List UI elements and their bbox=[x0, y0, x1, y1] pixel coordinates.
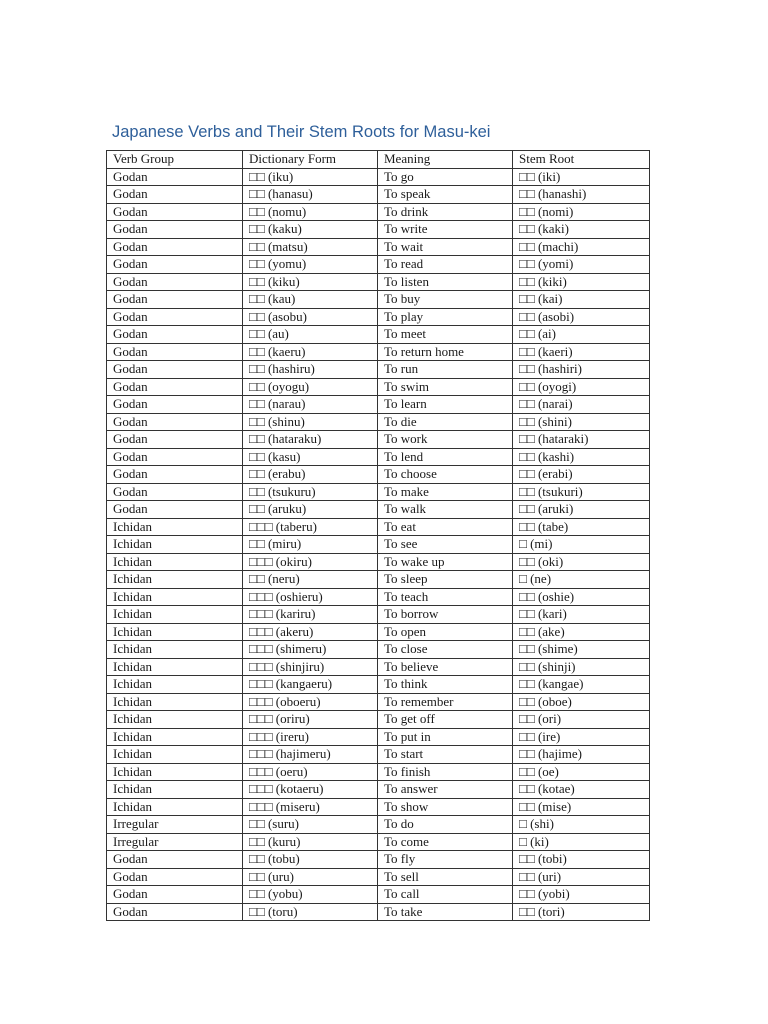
cell-stem-root: □□ (oshie) bbox=[513, 588, 650, 606]
cell-meaning: To answer bbox=[378, 781, 513, 799]
cell-dictionary-form: □□□ (oshieru) bbox=[243, 588, 378, 606]
table-row bbox=[107, 273, 650, 291]
cell-dictionary-form: □□□ (kotaeru) bbox=[243, 781, 378, 799]
cell-dictionary-form: □□ (neru) bbox=[243, 571, 378, 589]
table-row bbox=[107, 291, 650, 309]
cell-meaning: To borrow bbox=[378, 606, 513, 624]
cell-dictionary-form: □□ (hataraku) bbox=[243, 431, 378, 449]
cell-meaning: To eat bbox=[378, 518, 513, 536]
table-row bbox=[107, 571, 650, 589]
cell-stem-root: □□ (kai) bbox=[513, 291, 650, 309]
cell-dictionary-form: □□ (erabu) bbox=[243, 466, 378, 484]
cell-meaning: To play bbox=[378, 308, 513, 326]
header-stem-root: Stem Root bbox=[513, 151, 650, 169]
table-row bbox=[107, 693, 650, 711]
table-row bbox=[107, 833, 650, 851]
cell-verb-group: Godan bbox=[107, 448, 243, 466]
cell-meaning: To see bbox=[378, 536, 513, 554]
cell-stem-root: □□ (kangae) bbox=[513, 676, 650, 694]
cell-meaning: To do bbox=[378, 816, 513, 834]
cell-verb-group: Godan bbox=[107, 343, 243, 361]
cell-stem-root: □□ (machi) bbox=[513, 238, 650, 256]
cell-stem-root: □□ (kiki) bbox=[513, 273, 650, 291]
cell-meaning: To put in bbox=[378, 728, 513, 746]
cell-dictionary-form: □□□ (kariru) bbox=[243, 606, 378, 624]
cell-verb-group: Ichidan bbox=[107, 553, 243, 571]
cell-dictionary-form: □□ (iku) bbox=[243, 168, 378, 186]
cell-stem-root: □□ (kari) bbox=[513, 606, 650, 624]
cell-verb-group: Godan bbox=[107, 221, 243, 239]
cell-verb-group: Godan bbox=[107, 256, 243, 274]
cell-dictionary-form: □□ (aruku) bbox=[243, 501, 378, 519]
cell-meaning: To drink bbox=[378, 203, 513, 221]
cell-dictionary-form: □□□ (akeru) bbox=[243, 623, 378, 641]
cell-verb-group: Ichidan bbox=[107, 746, 243, 764]
cell-meaning: To wait bbox=[378, 238, 513, 256]
cell-verb-group: Godan bbox=[107, 168, 243, 186]
cell-verb-group: Godan bbox=[107, 291, 243, 309]
verb-table bbox=[106, 150, 650, 921]
cell-verb-group: Ichidan bbox=[107, 781, 243, 799]
table-row bbox=[107, 343, 650, 361]
table-row bbox=[107, 413, 650, 431]
cell-dictionary-form: □□ (kasu) bbox=[243, 448, 378, 466]
cell-meaning: To meet bbox=[378, 326, 513, 344]
table-row bbox=[107, 168, 650, 186]
cell-stem-root: □□ (ori) bbox=[513, 711, 650, 729]
cell-dictionary-form: □□□ (oeru) bbox=[243, 763, 378, 781]
table-row bbox=[107, 396, 650, 414]
cell-stem-root: □ (ne) bbox=[513, 571, 650, 589]
table-row bbox=[107, 746, 650, 764]
cell-dictionary-form: □□ (matsu) bbox=[243, 238, 378, 256]
cell-meaning: To go bbox=[378, 168, 513, 186]
cell-dictionary-form: □□□ (shinjiru) bbox=[243, 658, 378, 676]
cell-dictionary-form: □□ (suru) bbox=[243, 816, 378, 834]
cell-meaning: To read bbox=[378, 256, 513, 274]
cell-verb-group: Irregular bbox=[107, 816, 243, 834]
cell-verb-group: Godan bbox=[107, 238, 243, 256]
cell-meaning: To choose bbox=[378, 466, 513, 484]
cell-verb-group: Irregular bbox=[107, 833, 243, 851]
cell-meaning: To return home bbox=[378, 343, 513, 361]
cell-dictionary-form: □□ (asobu) bbox=[243, 308, 378, 326]
table-row bbox=[107, 256, 650, 274]
cell-meaning: To die bbox=[378, 413, 513, 431]
table-row bbox=[107, 781, 650, 799]
cell-meaning: To teach bbox=[378, 588, 513, 606]
document-title: Japanese Verbs and Their Stem Roots for Masu-kei bbox=[112, 123, 491, 141]
cell-stem-root: □□ (shini) bbox=[513, 413, 650, 431]
cell-verb-group: Ichidan bbox=[107, 798, 243, 816]
table-row bbox=[107, 536, 650, 554]
cell-dictionary-form: □□□ (oriru) bbox=[243, 711, 378, 729]
table-row bbox=[107, 483, 650, 501]
cell-stem-root: □□ (hajime) bbox=[513, 746, 650, 764]
cell-stem-root: □□ (hashiri) bbox=[513, 361, 650, 379]
cell-dictionary-form: □□ (tsukuru) bbox=[243, 483, 378, 501]
cell-meaning: To work bbox=[378, 431, 513, 449]
cell-stem-root: □□ (shinji) bbox=[513, 658, 650, 676]
cell-meaning: To walk bbox=[378, 501, 513, 519]
cell-dictionary-form: □□□ (kangaeru) bbox=[243, 676, 378, 694]
table-row bbox=[107, 816, 650, 834]
table-row bbox=[107, 501, 650, 519]
cell-dictionary-form: □□□ (taberu) bbox=[243, 518, 378, 536]
table-row bbox=[107, 676, 650, 694]
table-row bbox=[107, 851, 650, 869]
cell-stem-root: □□ (oyogi) bbox=[513, 378, 650, 396]
cell-verb-group: Godan bbox=[107, 501, 243, 519]
cell-meaning: To write bbox=[378, 221, 513, 239]
cell-meaning: To lend bbox=[378, 448, 513, 466]
cell-verb-group: Godan bbox=[107, 203, 243, 221]
cell-meaning: To finish bbox=[378, 763, 513, 781]
cell-verb-group: Godan bbox=[107, 186, 243, 204]
header-verb-group: Verb Group bbox=[107, 151, 243, 169]
cell-stem-root: □□ (mise) bbox=[513, 798, 650, 816]
cell-verb-group: Godan bbox=[107, 378, 243, 396]
cell-stem-root: □□ (erabi) bbox=[513, 466, 650, 484]
cell-dictionary-form: □□ (toru) bbox=[243, 903, 378, 921]
cell-verb-group: Godan bbox=[107, 308, 243, 326]
table-row bbox=[107, 623, 650, 641]
cell-verb-group: Ichidan bbox=[107, 571, 243, 589]
cell-dictionary-form: □□ (shinu) bbox=[243, 413, 378, 431]
table-row bbox=[107, 221, 650, 239]
cell-meaning: To open bbox=[378, 623, 513, 641]
table-row bbox=[107, 431, 650, 449]
table-row bbox=[107, 606, 650, 624]
cell-stem-root: □□ (hataraki) bbox=[513, 431, 650, 449]
cell-stem-root: □□ (iki) bbox=[513, 168, 650, 186]
table-header-row bbox=[107, 151, 650, 169]
cell-verb-group: Ichidan bbox=[107, 641, 243, 659]
cell-verb-group: Ichidan bbox=[107, 518, 243, 536]
cell-verb-group: Godan bbox=[107, 851, 243, 869]
cell-meaning: To believe bbox=[378, 658, 513, 676]
cell-dictionary-form: □□ (narau) bbox=[243, 396, 378, 414]
cell-stem-root: □□ (yomi) bbox=[513, 256, 650, 274]
cell-meaning: To learn bbox=[378, 396, 513, 414]
cell-dictionary-form: □□ (kaku) bbox=[243, 221, 378, 239]
cell-verb-group: Ichidan bbox=[107, 658, 243, 676]
cell-stem-root: □□ (oe) bbox=[513, 763, 650, 781]
cell-dictionary-form: □□ (miru) bbox=[243, 536, 378, 554]
cell-stem-root: □□ (ake) bbox=[513, 623, 650, 641]
cell-dictionary-form: □□□ (oboeru) bbox=[243, 693, 378, 711]
table-row bbox=[107, 518, 650, 536]
cell-verb-group: Ichidan bbox=[107, 728, 243, 746]
table-row bbox=[107, 448, 650, 466]
cell-stem-root: □□ (kaki) bbox=[513, 221, 650, 239]
cell-dictionary-form: □□ (tobu) bbox=[243, 851, 378, 869]
cell-stem-root: □ (shi) bbox=[513, 816, 650, 834]
table-row bbox=[107, 903, 650, 921]
cell-stem-root: □□ (tabe) bbox=[513, 518, 650, 536]
cell-verb-group: Ichidan bbox=[107, 536, 243, 554]
cell-verb-group: Godan bbox=[107, 413, 243, 431]
cell-dictionary-form: □□ (kuru) bbox=[243, 833, 378, 851]
table-row bbox=[107, 308, 650, 326]
header-dictionary-form: Dictionary Form bbox=[243, 151, 378, 169]
cell-verb-group: Godan bbox=[107, 903, 243, 921]
cell-verb-group: Godan bbox=[107, 361, 243, 379]
table-row bbox=[107, 186, 650, 204]
cell-meaning: To listen bbox=[378, 273, 513, 291]
cell-stem-root: □□ (kashi) bbox=[513, 448, 650, 466]
cell-meaning: To make bbox=[378, 483, 513, 501]
cell-stem-root: □□ (kaeri) bbox=[513, 343, 650, 361]
cell-meaning: To speak bbox=[378, 186, 513, 204]
cell-dictionary-form: □□□ (ireru) bbox=[243, 728, 378, 746]
cell-stem-root: □□ (oboe) bbox=[513, 693, 650, 711]
cell-dictionary-form: □□ (yomu) bbox=[243, 256, 378, 274]
cell-stem-root: □□ (aruki) bbox=[513, 501, 650, 519]
cell-stem-root: □□ (uri) bbox=[513, 868, 650, 886]
cell-stem-root: □□ (tsukuri) bbox=[513, 483, 650, 501]
cell-verb-group: Godan bbox=[107, 868, 243, 886]
cell-verb-group: Ichidan bbox=[107, 711, 243, 729]
table-row bbox=[107, 326, 650, 344]
cell-dictionary-form: □□ (oyogu) bbox=[243, 378, 378, 396]
cell-dictionary-form: □□ (kau) bbox=[243, 291, 378, 309]
cell-stem-root: □□ (tobi) bbox=[513, 851, 650, 869]
cell-stem-root: □□ (oki) bbox=[513, 553, 650, 571]
cell-verb-group: Godan bbox=[107, 886, 243, 904]
cell-dictionary-form: □□□ (okiru) bbox=[243, 553, 378, 571]
cell-verb-group: Godan bbox=[107, 396, 243, 414]
cell-verb-group: Godan bbox=[107, 466, 243, 484]
table-row bbox=[107, 203, 650, 221]
cell-meaning: To call bbox=[378, 886, 513, 904]
cell-stem-root: □□ (ire) bbox=[513, 728, 650, 746]
cell-meaning: To wake up bbox=[378, 553, 513, 571]
table-row bbox=[107, 728, 650, 746]
cell-dictionary-form: □□ (kaeru) bbox=[243, 343, 378, 361]
cell-verb-group: Ichidan bbox=[107, 623, 243, 641]
cell-meaning: To take bbox=[378, 903, 513, 921]
table-row bbox=[107, 711, 650, 729]
table-row bbox=[107, 238, 650, 256]
cell-verb-group: Godan bbox=[107, 326, 243, 344]
cell-dictionary-form: □□ (uru) bbox=[243, 868, 378, 886]
cell-meaning: To start bbox=[378, 746, 513, 764]
cell-meaning: To think bbox=[378, 676, 513, 694]
cell-meaning: To come bbox=[378, 833, 513, 851]
cell-stem-root: □□ (hanashi) bbox=[513, 186, 650, 204]
cell-verb-group: Ichidan bbox=[107, 606, 243, 624]
cell-stem-root: □□ (ai) bbox=[513, 326, 650, 344]
cell-meaning: To remember bbox=[378, 693, 513, 711]
cell-verb-group: Ichidan bbox=[107, 693, 243, 711]
table-row bbox=[107, 361, 650, 379]
table-row bbox=[107, 763, 650, 781]
cell-dictionary-form: □□□ (miseru) bbox=[243, 798, 378, 816]
table-row bbox=[107, 798, 650, 816]
table-row bbox=[107, 466, 650, 484]
cell-dictionary-form: □□□ (hajimeru) bbox=[243, 746, 378, 764]
table-row bbox=[107, 641, 650, 659]
cell-meaning: To fly bbox=[378, 851, 513, 869]
table-row bbox=[107, 886, 650, 904]
cell-stem-root: □□ (shime) bbox=[513, 641, 650, 659]
table-row bbox=[107, 378, 650, 396]
cell-dictionary-form: □□ (au) bbox=[243, 326, 378, 344]
cell-meaning: To show bbox=[378, 798, 513, 816]
cell-verb-group: Ichidan bbox=[107, 588, 243, 606]
cell-dictionary-form: □□□ (shimeru) bbox=[243, 641, 378, 659]
cell-stem-root: □□ (nomi) bbox=[513, 203, 650, 221]
cell-dictionary-form: □□ (kiku) bbox=[243, 273, 378, 291]
cell-meaning: To sleep bbox=[378, 571, 513, 589]
table-row bbox=[107, 553, 650, 571]
table-row bbox=[107, 588, 650, 606]
cell-verb-group: Ichidan bbox=[107, 676, 243, 694]
cell-stem-root: □□ (asobi) bbox=[513, 308, 650, 326]
header-meaning: Meaning bbox=[378, 151, 513, 169]
cell-dictionary-form: □□ (hashiru) bbox=[243, 361, 378, 379]
cell-dictionary-form: □□ (hanasu) bbox=[243, 186, 378, 204]
cell-meaning: To buy bbox=[378, 291, 513, 309]
cell-meaning: To sell bbox=[378, 868, 513, 886]
table-body bbox=[107, 168, 650, 921]
cell-verb-group: Godan bbox=[107, 483, 243, 501]
cell-meaning: To run bbox=[378, 361, 513, 379]
table-row bbox=[107, 868, 650, 886]
cell-verb-group: Godan bbox=[107, 273, 243, 291]
cell-meaning: To close bbox=[378, 641, 513, 659]
cell-dictionary-form: □□ (yobu) bbox=[243, 886, 378, 904]
cell-stem-root: □□ (narai) bbox=[513, 396, 650, 414]
cell-meaning: To get off bbox=[378, 711, 513, 729]
cell-stem-root: □ (ki) bbox=[513, 833, 650, 851]
table-row bbox=[107, 658, 650, 676]
cell-verb-group: Godan bbox=[107, 431, 243, 449]
cell-dictionary-form: □□ (nomu) bbox=[243, 203, 378, 221]
cell-stem-root: □ (mi) bbox=[513, 536, 650, 554]
cell-meaning: To swim bbox=[378, 378, 513, 396]
cell-verb-group: Ichidan bbox=[107, 763, 243, 781]
cell-stem-root: □□ (tori) bbox=[513, 903, 650, 921]
cell-stem-root: □□ (kotae) bbox=[513, 781, 650, 799]
cell-stem-root: □□ (yobi) bbox=[513, 886, 650, 904]
